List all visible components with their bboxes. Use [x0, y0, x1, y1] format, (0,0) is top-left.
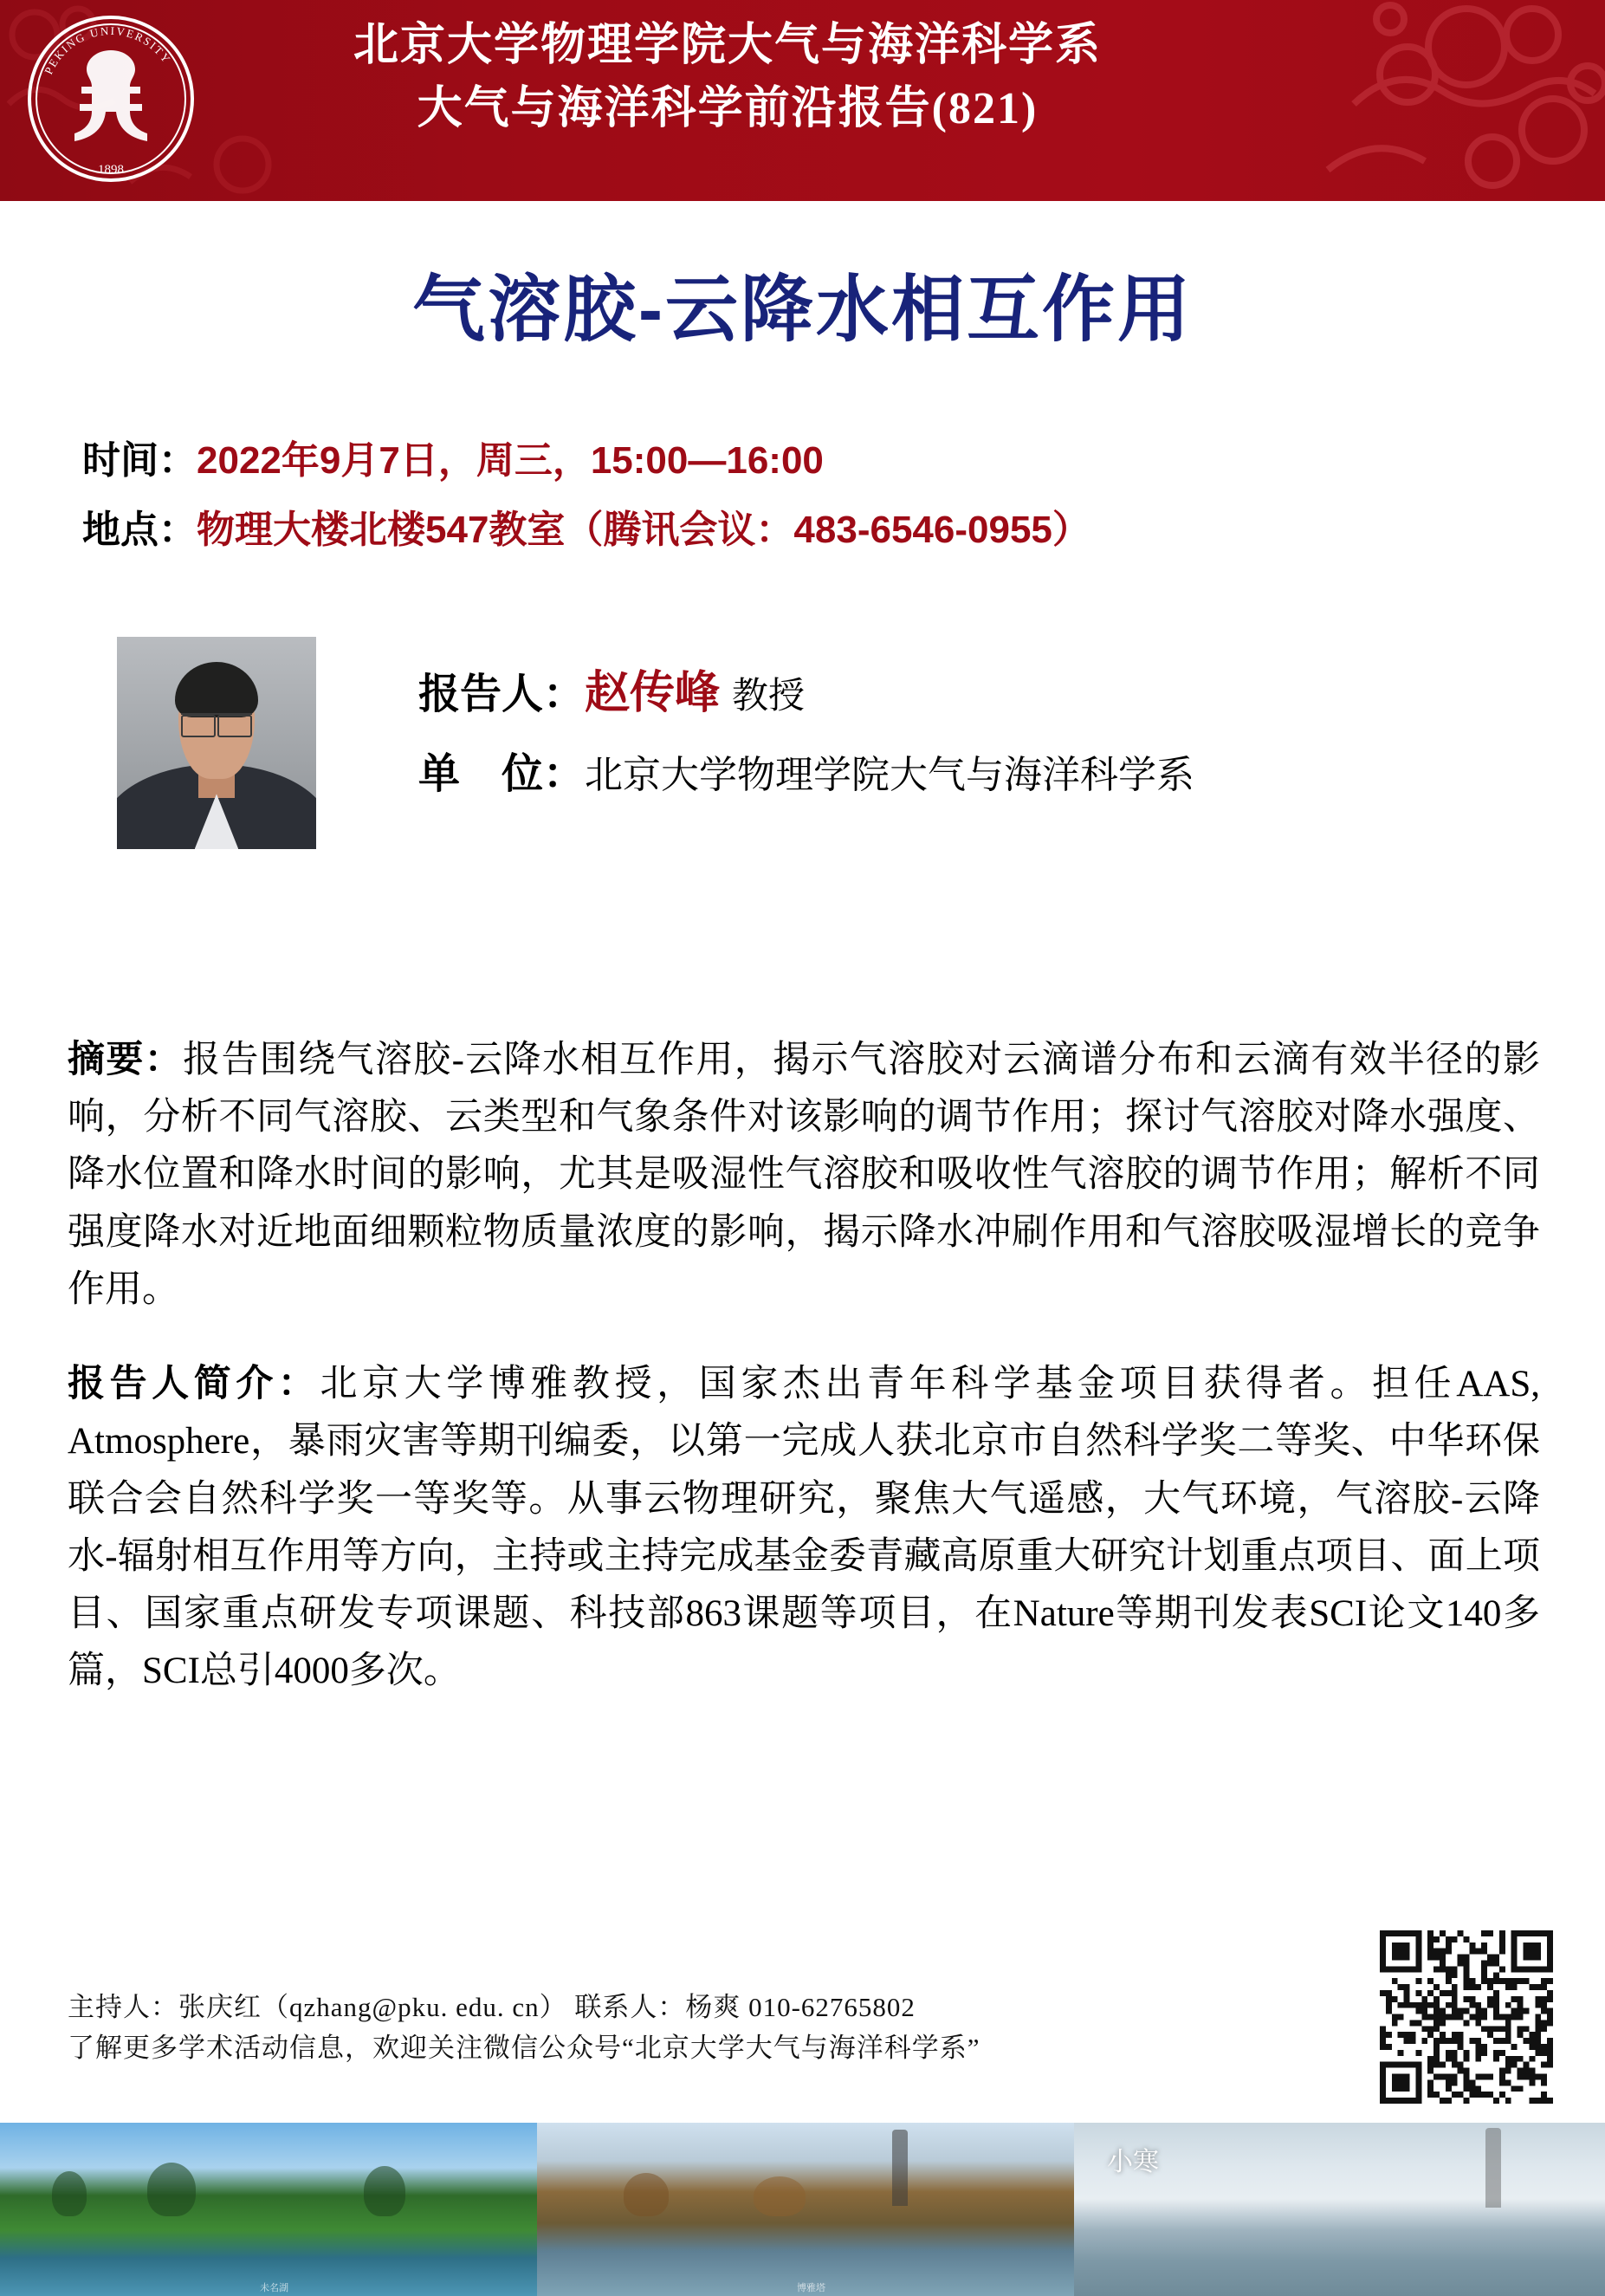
campus-winter-photo [1074, 2123, 1605, 2296]
meta-row-time [82, 429, 1555, 484]
talk-meta [82, 429, 1555, 568]
portrait-hair-shape [175, 662, 259, 717]
footer-contacts [68, 1988, 1393, 2068]
speaker-title-suffix: 教授 [732, 675, 806, 716]
abstract-paragraph [68, 1032, 1540, 1319]
bio-text: 北京大学博雅教授，国家杰出青年科学基金项目获得者。担任AAS, Atmosphere，暴雨灾害等期刊编委，以第一完成人获北京市自然科学奖二等奖、中华环保联合会自然科学奖一等奖等。从事云物理研究，聚焦大气遥感，大气环境，气溶胶-云降水-辐射相互作用等方向，主持或主持完成基金委青藏高原重大研究计划重点项目、面上项目、国家重点研发专项课题、科技部863课题等项目，在Nature等期刊发表SCI论文140多篇，SCI总引4000多次。 [68, 1364, 1540, 1692]
campus-summer-photo [0, 2123, 537, 2296]
abstract-text: 报告围绕气溶胶-云降水相互作用，揭示气溶胶对云滴谱分布和云滴有效半径的影响，分析不同气溶胶、云类型和气象条件对该影响的调节作用；探讨气溶胶对降水强度、降水位置和降水时间的影响，尤其是吸湿性气溶胶和吸收性气溶胶的调节作用；解析不同强度降水对近地面细颗粒物质量浓度的影响，揭示降水冲刷作用和气溶胶吸湿增长的竞争作用。 [68, 1040, 1541, 1310]
qr-code-icon [1380, 1930, 1553, 2104]
host-contact-line: 主持人：张庆红（qzhang@pku. edu. cn） 联系人：杨爽 010-62765802 [68, 1992, 916, 2022]
speaker-name-label: 报告人： [418, 671, 586, 717]
time-value: 2022年9月7日，周三，15:00—16:00 [197, 439, 824, 482]
place-label: 地点： [82, 509, 197, 551]
header-series-line: 大气与海洋科学前沿报告(821) [417, 84, 1039, 134]
place-value: 物理大楼北楼547教室（腾讯会议：483-6546-0955） [197, 509, 1090, 551]
poster-body [68, 995, 1540, 1726]
poster-header [0, 0, 1605, 201]
meta-row-place [82, 498, 1555, 554]
speaker-name: 赵传峰 [585, 668, 721, 718]
wechat-info-line: 了解更多学术活动信息，欢迎关注微信公众号“北京大学大气与海洋科学系” [68, 2032, 980, 2063]
wechat-qr-code[interactable] [1380, 1930, 1553, 2104]
photo-credit-1: 未名湖 [260, 2283, 288, 2293]
speaker-affiliation-row [418, 740, 1194, 801]
campus-photo-strip [0, 2123, 1605, 2296]
bio-paragraph [68, 1356, 1540, 1700]
photo-credit-2: 博雅塔 [797, 2283, 825, 2293]
photo-caption-3: 小寒 [1107, 2148, 1159, 2176]
speaker-block [117, 637, 1520, 849]
peking-university-seal-icon [24, 12, 197, 185]
speaker-name-row [418, 656, 1194, 721]
speaker-portrait [117, 637, 316, 849]
speaker-info [418, 637, 1194, 820]
time-label: 时间： [82, 439, 197, 482]
speaker-affiliation: 北京大学物理学院大气与海洋科学系 [585, 754, 1195, 796]
campus-autumn-photo [537, 2123, 1074, 2296]
speaker-affiliation-label: 单 位： [418, 751, 586, 797]
header-title-group [217, 16, 1239, 142]
talk-title: 气溶胶-云降水相互作用 [412, 269, 1193, 350]
bio-label: 报告人简介： [68, 1364, 320, 1405]
portrait-glasses-shape [181, 713, 253, 734]
abstract-label: 摘要： [68, 1040, 184, 1080]
svg-text:PEKING UNIVERSITY: PEKING UNIVERSITY [42, 23, 174, 77]
header-org-line: 北京大学物理学院大气与海洋科学系 [353, 21, 1102, 70]
svg-text:1898: 1898 [98, 163, 124, 177]
